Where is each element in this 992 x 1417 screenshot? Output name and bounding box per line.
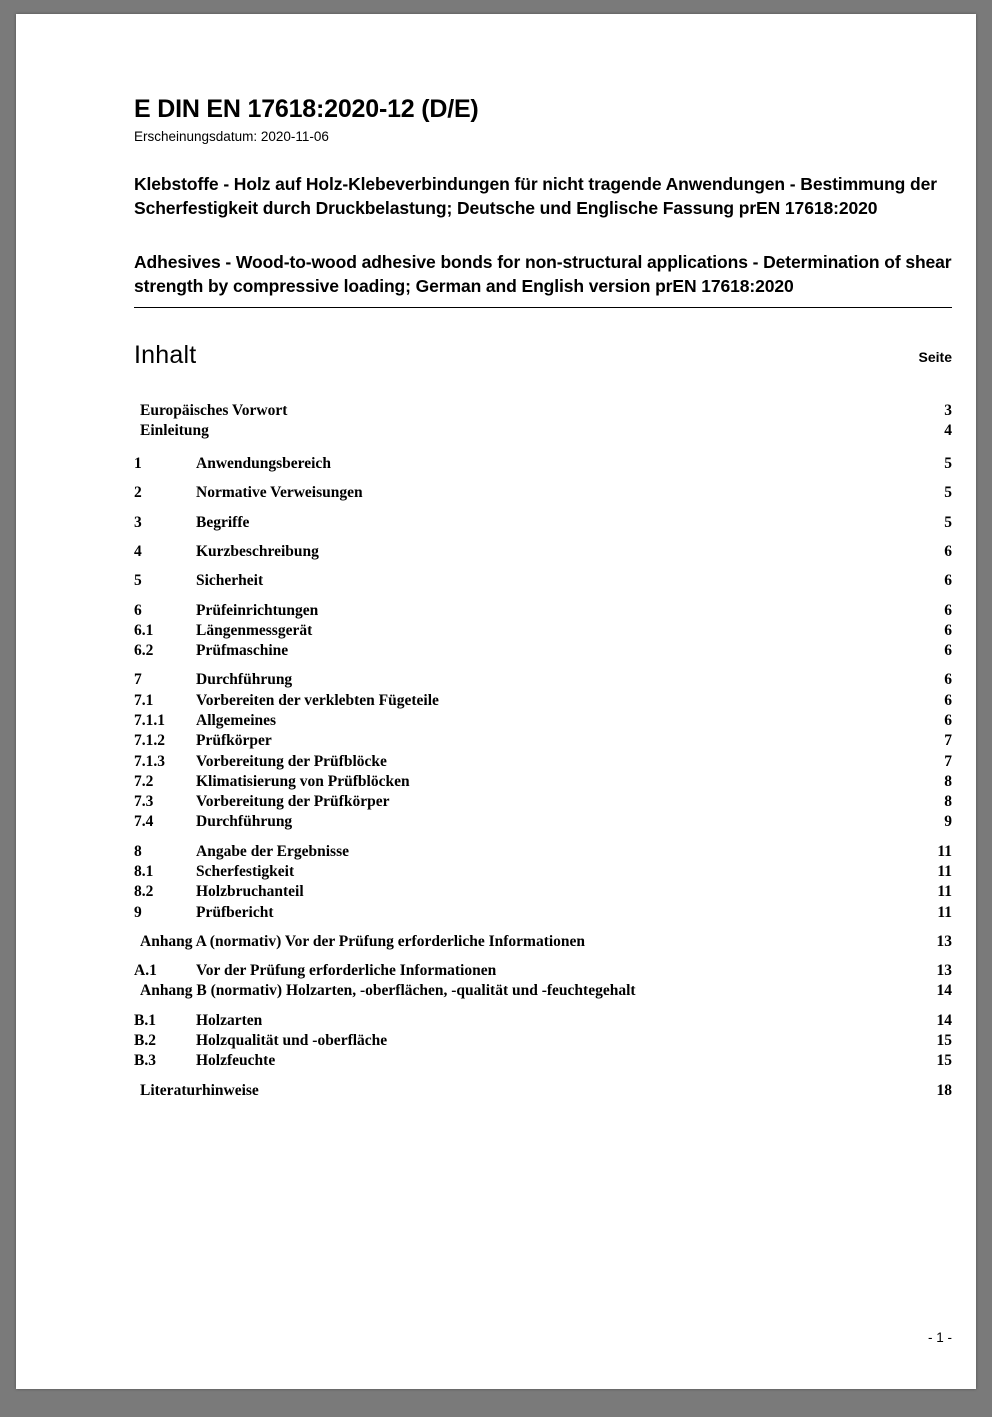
toc-entry-label: Vorbereiten der verklebten Fügeteile <box>196 691 439 709</box>
toc-entry-number: 7.4 <box>134 813 154 831</box>
toc-entry-label: Angabe der Ergebnisse <box>196 842 350 860</box>
toc-entry-number: 3 <box>134 513 142 531</box>
toc-entry-page: 6 <box>944 621 952 639</box>
toc-entry[interactable] <box>134 961 952 981</box>
toc-entry-number: 1 <box>134 455 142 473</box>
toc-entry-page: 4 <box>944 421 952 439</box>
toc-entry[interactable] <box>134 690 952 710</box>
toc-entry-label: Kurzbeschreibung <box>196 543 319 561</box>
toc-entry-label: Allgemeines <box>196 712 277 730</box>
toc-entry[interactable] <box>134 751 952 771</box>
toc-entry-page: 6 <box>944 543 952 561</box>
toc-entry-number: 8.2 <box>134 883 154 901</box>
toc-entry-label: Vorbereitung der Prüfblöcke <box>196 752 387 770</box>
toc-entry-number: 4 <box>134 543 142 561</box>
toc-entry[interactable] <box>134 981 952 1001</box>
toc-entry[interactable] <box>134 771 952 791</box>
toc-entry-page: 6 <box>944 691 952 709</box>
toc-group-gap <box>134 533 952 542</box>
toc-entry-page: 7 <box>944 732 952 750</box>
toc-entry-page: 11 <box>937 862 952 880</box>
page-content <box>134 14 952 1100</box>
toc-entry-label: Anhang B (normativ) Holzarten, -oberflächen, -qualität und -feuchtegehalt <box>140 982 636 1000</box>
toc-heading: Inhalt <box>134 341 197 370</box>
toc-group-gap <box>134 832 952 841</box>
toc-entry-number: 7.1.1 <box>134 712 165 730</box>
toc-entry[interactable] <box>134 1080 952 1100</box>
toc-group-gap <box>134 591 952 600</box>
toc-entry-number: 6.2 <box>134 642 154 660</box>
toc-entry-label: Vorbereitung der Prüfkörper <box>196 793 390 811</box>
toc-entry[interactable] <box>134 1051 952 1071</box>
toc-entry-label: Prüfbericht <box>196 903 274 921</box>
toc-entry-label: Sicherheit <box>196 572 264 590</box>
toc-entry[interactable] <box>134 841 952 861</box>
toc-entry-number: 9 <box>134 903 142 921</box>
toc-group-gap <box>134 562 952 571</box>
toc-entry-label: Scherfestigkeit <box>196 862 295 880</box>
toc-group-gap <box>134 661 952 670</box>
document-number: E DIN EN 17618:2020-12 (D/E) <box>134 95 479 123</box>
toc-entry-page: 13 <box>936 932 952 950</box>
toc-entry-number: 7.1.3 <box>134 752 165 770</box>
toc-entry-page: 18 <box>936 1081 952 1099</box>
toc-page-column-label: Seite <box>918 349 952 366</box>
toc-entry-label: Holzarten <box>196 1011 263 1029</box>
toc-entry[interactable] <box>134 931 952 951</box>
toc-entry-page: 5 <box>944 513 952 531</box>
toc-entry[interactable] <box>134 542 952 562</box>
toc-entry-number: 6.1 <box>134 621 154 639</box>
toc-entry[interactable] <box>134 1010 952 1030</box>
toc-entry-page: 9 <box>944 813 952 831</box>
toc-entry-number: 7.2 <box>134 772 154 790</box>
toc-entry-number: 7 <box>134 671 142 689</box>
toc-entry-page: 15 <box>936 1031 952 1049</box>
toc-entry-page: 11 <box>937 842 952 860</box>
toc-group-gap <box>134 503 952 512</box>
toc-entry-page: 6 <box>944 642 952 660</box>
toc-entry[interactable] <box>134 812 952 832</box>
toc-group-gap <box>134 952 952 961</box>
publication-date: Erscheinungsdatum: 2020-11-06 <box>134 128 329 144</box>
toc-entry[interactable] <box>134 641 952 661</box>
toc-entry-label: Holzqualität und -oberfläche <box>196 1031 388 1049</box>
document-title-english: Adhesives - Wood-to-wood adhesive bonds for non-structural applications - Determination of shear strength by compressive loading; German and English version prEN 17618:2020 <box>134 251 952 297</box>
toc-entry[interactable] <box>134 1031 952 1051</box>
toc-group-gap <box>134 441 952 454</box>
toc-entry[interactable] <box>134 454 952 474</box>
document-page <box>16 14 976 1389</box>
document-title-german: Klebstoffe - Holz auf Holz-Klebeverbindungen für nicht tragende Anwendungen - Bestimmung der Scherfestigkeit durch Druckbelastung; Deutsche und Englische Fassung prEN 17618:2020 <box>134 173 937 218</box>
toc-entry[interactable] <box>134 600 952 620</box>
toc-entry[interactable] <box>134 862 952 882</box>
toc-entry[interactable] <box>134 483 952 503</box>
toc-entry[interactable] <box>134 711 952 731</box>
toc-entry-number: A.1 <box>134 962 157 980</box>
toc-entry[interactable] <box>134 512 952 532</box>
toc-entry-number: 7.3 <box>134 793 154 811</box>
page-number: - 1 - <box>927 1330 952 1345</box>
toc-entry-label: Anwendungsbereich <box>196 455 331 473</box>
toc-entry-page: 8 <box>944 772 952 790</box>
toc-entry-page: 5 <box>944 455 952 473</box>
toc-entry[interactable] <box>134 621 952 641</box>
toc-entry-page: 14 <box>936 1011 952 1029</box>
toc-entry-page: 11 <box>937 903 952 921</box>
toc-entry-label: Vor der Prüfung erforderliche Informationen <box>196 962 497 980</box>
toc-entry-number: 8 <box>134 842 142 860</box>
toc-entry[interactable] <box>134 792 952 812</box>
toc-entry-page: 11 <box>937 883 952 901</box>
toc-entry[interactable] <box>134 571 952 591</box>
toc-entry-number: B.3 <box>134 1052 156 1070</box>
toc-group-gap <box>134 922 952 931</box>
toc-group-gap <box>134 474 952 483</box>
toc-entry-label: Einleitung <box>140 421 209 439</box>
toc-entry-label: Prüfmaschine <box>196 642 289 660</box>
toc-entry-label: Begriffe <box>196 513 250 531</box>
toc-entry-page: 6 <box>944 712 952 730</box>
toc-entry-label: Holzfeuchte <box>196 1052 276 1070</box>
toc-entry-page: 15 <box>936 1052 952 1070</box>
toc-entry-number: 7.1 <box>134 691 154 709</box>
toc-entry-label: Europäisches Vorwort <box>140 401 288 419</box>
toc-entry[interactable] <box>134 882 952 902</box>
toc-entry-label: Normative Verweisungen <box>196 484 363 502</box>
toc-entry-number: B.2 <box>134 1031 156 1049</box>
toc-entry-label: Klimatisierung von Prüfblöcken <box>196 772 410 790</box>
toc-entry[interactable] <box>134 670 952 690</box>
toc-entry-label: Durchführung <box>196 671 293 689</box>
toc-entry-number: 2 <box>134 484 142 502</box>
toc-entry-label: Holzbruchanteil <box>196 883 304 901</box>
toc-entry-number: 5 <box>134 572 142 590</box>
toc-group-gap <box>134 1071 952 1080</box>
toc-entry-label: Durchführung <box>196 813 293 831</box>
toc-entry[interactable] <box>134 731 952 751</box>
toc-entry-page: 5 <box>944 484 952 502</box>
toc-entry-label: Literaturhinweise <box>140 1081 259 1099</box>
toc-entry[interactable] <box>134 902 952 922</box>
header-divider <box>134 307 952 308</box>
toc-header <box>134 341 952 370</box>
toc-entry-page: 6 <box>944 671 952 689</box>
toc-entry-label: Prüfkörper <box>196 732 272 750</box>
toc-entry-number: B.1 <box>134 1011 156 1029</box>
toc-entry-label: Längenmessgerät <box>196 621 313 639</box>
toc-entry-number: 7.1.2 <box>134 732 165 750</box>
toc-entry-page: 14 <box>936 982 952 1000</box>
toc-entry-page: 6 <box>944 572 952 590</box>
table-of-contents <box>134 400 952 1100</box>
toc-entry-page: 6 <box>944 601 952 619</box>
toc-entry[interactable] <box>134 400 952 420</box>
toc-group-gap <box>134 1001 952 1010</box>
toc-entry-page: 8 <box>944 793 952 811</box>
toc-entry[interactable] <box>134 421 952 441</box>
toc-entry-page: 13 <box>936 962 952 980</box>
toc-entry-number: 8.1 <box>134 862 154 880</box>
toc-entry-page: 7 <box>944 752 952 770</box>
toc-entry-page: 3 <box>944 401 952 419</box>
toc-entry-label: Anhang A (normativ) Vor der Prüfung erforderliche Informationen <box>140 932 586 950</box>
toc-entry-number: 6 <box>134 601 142 619</box>
toc-entry-label: Prüfeinrichtungen <box>196 601 319 619</box>
